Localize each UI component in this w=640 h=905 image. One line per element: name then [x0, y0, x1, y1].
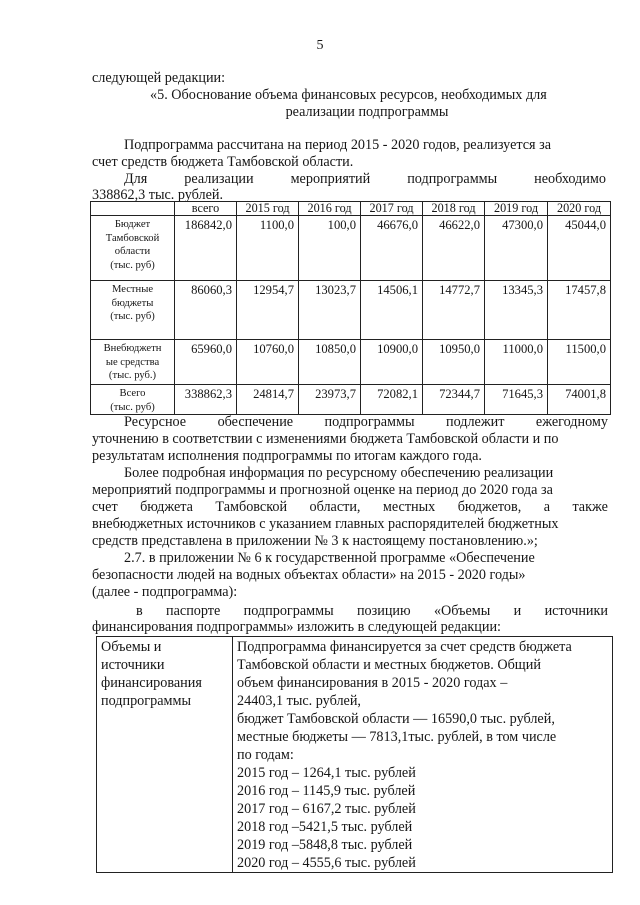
cell-line: Тамбовской области и местных бюджетов. Общий	[237, 657, 541, 673]
word: позицию	[356, 603, 411, 619]
label-line: Местные	[111, 284, 154, 295]
cell-line: Подпрограмма финансируется за счет средств бюджета	[237, 639, 572, 655]
value-cell: 74001,8	[548, 385, 611, 415]
word: области,	[309, 499, 361, 515]
word: а	[543, 499, 551, 515]
value-cell: 100,0	[299, 216, 361, 281]
paragraph-details-line4: внебюджетных источников с указанием главных распорядителей бюджетных	[92, 516, 559, 532]
text-line-intro: следующей редакции:	[92, 70, 226, 86]
budget-table-header	[91, 202, 611, 216]
value-cell: 186842,0	[175, 216, 237, 281]
word: бюджетов,	[457, 499, 522, 515]
word: паспорте	[166, 603, 221, 619]
table-row	[91, 281, 611, 340]
value-cell: 1100,0	[237, 216, 299, 281]
word: обеспечение	[217, 414, 294, 430]
value-cell: 47300,0	[485, 216, 548, 281]
value-cell: 11000,0	[485, 340, 548, 385]
value-cell: 72344,7	[423, 385, 485, 415]
section-heading-line2: реализации подпрограммы	[285, 104, 449, 120]
table-row	[91, 385, 611, 415]
word: и	[513, 603, 522, 619]
value-cell: 71645,3	[485, 385, 548, 415]
table-row	[91, 340, 611, 385]
cell-line: 2020 год – 4555,6 тыс. рублей	[237, 855, 416, 871]
header-cell: 2019 год	[485, 202, 548, 216]
cell-line: 2017 год – 6167,2 тыс. рублей	[237, 801, 416, 817]
word: подпрограммы	[324, 414, 415, 430]
paragraph-period-line1: Подпрограмма рассчитана на период 2015 - 2020 годов, реализуется за	[124, 137, 552, 153]
word: счет	[92, 499, 118, 515]
value-cell: 17457,8	[548, 281, 611, 340]
paragraph-resource-line2: уточнению в соответствии с изменениями бюджета Тамбовской области и по	[92, 431, 559, 447]
paragraph-item-27-line1: 2.7. в приложении № 6 к государственной программе «Обеспечение	[124, 550, 535, 566]
value-cell: 72082,1	[361, 385, 423, 415]
budget-table	[90, 201, 611, 415]
value-cell: 46676,0	[361, 216, 423, 281]
paragraph-passport-line1	[136, 603, 608, 620]
row-label	[91, 340, 175, 385]
table-row	[91, 216, 611, 281]
value-cell: 338862,3	[175, 385, 237, 415]
row-label	[91, 385, 175, 415]
label-line: Бюджет	[114, 219, 151, 230]
cell-line: подпрограммы	[101, 693, 191, 709]
value-cell: 46622,0	[423, 216, 485, 281]
word: Тамбовской	[215, 499, 288, 515]
value-cell: 24814,7	[237, 385, 299, 415]
value-cell: 86060,3	[175, 281, 237, 340]
word: «Объемы	[433, 603, 491, 619]
paragraph-item-27-line3: (далее - подпрограмма):	[92, 584, 238, 600]
paragraph-details-line5: средств представлена в приложении № 3 к настоящему постановлению.»;	[92, 533, 538, 549]
header-cell: всего	[175, 202, 237, 216]
label-line: области	[114, 246, 151, 257]
value-cell: 11500,0	[548, 340, 611, 385]
label-line: Тамбовской	[105, 232, 160, 244]
label-line: Всего	[119, 388, 146, 399]
label-line: (тыс. руб)	[110, 311, 155, 322]
value-cell: 10900,0	[361, 340, 423, 385]
page-number: 5	[316, 38, 324, 53]
cell-line: источники	[101, 657, 165, 673]
cell-line: объем финансирования в 2015 - 2020 годах –	[237, 675, 508, 691]
paragraph-item-27-line2: безопасности людей на водных объектах области» на 2015 - 2020 годы»	[92, 567, 526, 583]
value-cell: 10760,0	[237, 340, 299, 385]
cell-line: бюджет Тамбовской области — 16590,0 тыс. рублей,	[237, 711, 555, 727]
row-label	[91, 216, 175, 281]
table-row	[97, 637, 613, 873]
label-line: (тыс. руб)	[110, 401, 155, 413]
paragraph-period-line2: счет средств бюджета Тамбовской области.	[92, 154, 354, 170]
header-cell	[91, 202, 175, 216]
passport-table	[96, 636, 613, 873]
header-cell: 2016 год	[299, 202, 361, 216]
cell-line: 2019 год –5848,8 тыс. рублей	[237, 837, 413, 853]
word: Ресурсное	[124, 414, 187, 430]
paragraph-details-line3	[92, 499, 608, 516]
paragraph-details-line1: Более подробная информация по ресурсному обеспечению реализации	[124, 465, 554, 481]
header-cell: 2017 год	[361, 202, 423, 216]
cell-line: по годам:	[237, 747, 294, 763]
cell-line: 24403,1 тыс. рублей,	[237, 693, 361, 709]
value-cell: 14772,7	[423, 281, 485, 340]
paragraph-funding-line1	[124, 171, 606, 188]
value-cell: 10850,0	[299, 340, 361, 385]
header-cell: 2015 год	[237, 202, 299, 216]
word: реализации	[184, 171, 254, 187]
cell-line: 2015 год – 1264,1 тыс. рублей	[237, 765, 416, 781]
word: мероприятий	[290, 171, 371, 187]
word: в	[136, 603, 143, 619]
header-cell: 2020 год	[548, 202, 611, 216]
value-cell: 14506,1	[361, 281, 423, 340]
passport-position-cell	[97, 637, 233, 873]
passport-content-cell	[233, 637, 613, 873]
paragraph-resource-line3: результатам исполнения подпрограммы по итогам каждого года.	[92, 448, 482, 464]
value-cell: 10950,0	[423, 340, 485, 385]
word: также	[572, 499, 608, 515]
word: бюджета	[140, 499, 193, 515]
label-line: бюджеты	[111, 297, 154, 309]
word: подлежит	[445, 414, 505, 430]
value-cell: 12954,7	[237, 281, 299, 340]
cell-line: финансирования	[101, 675, 202, 691]
row-label	[91, 281, 175, 340]
value-cell: 13345,3	[485, 281, 548, 340]
cell-line: 2018 год –5421,5 тыс. рублей	[237, 819, 413, 835]
word: источники	[544, 603, 608, 619]
word: подпрограммы	[243, 603, 334, 619]
paragraph-funding-line2: 338862,3 тыс. рублей.	[92, 187, 224, 203]
cell-line: местные бюджеты — 7813,1тыс. рублей, в том числе	[237, 729, 557, 745]
section-heading-line1: «5. Обоснование объема финансовых ресурсов, необходимых для	[150, 87, 547, 103]
value-cell: 65960,0	[175, 340, 237, 385]
word: Для	[124, 171, 148, 187]
value-cell: 23973,7	[299, 385, 361, 415]
paragraph-resource-line1	[124, 414, 608, 431]
label-line: ые средства	[105, 356, 160, 368]
paragraph-details-line2: мероприятий подпрограммы и прогнозной оценке на период до 2020 года за	[92, 482, 553, 498]
value-cell: 45044,0	[548, 216, 611, 281]
label-line: (тыс. руб)	[110, 259, 155, 271]
header-cell: 2018 год	[423, 202, 485, 216]
word: необходимо	[534, 171, 606, 187]
cell-line: 2016 год – 1145,9 тыс. рублей	[237, 783, 416, 799]
value-cell: 13023,7	[299, 281, 361, 340]
word: подпрограммы	[407, 171, 498, 187]
cell-line: Объемы и	[101, 639, 162, 655]
word: местных	[382, 499, 436, 515]
label-line: (тыс. руб.)	[108, 370, 157, 381]
word: ежегодному	[535, 414, 608, 430]
label-line: Внебюджетн	[103, 343, 162, 354]
paragraph-passport-line2: финансирования подпрограммы» изложить в следующей редакции:	[92, 619, 501, 635]
